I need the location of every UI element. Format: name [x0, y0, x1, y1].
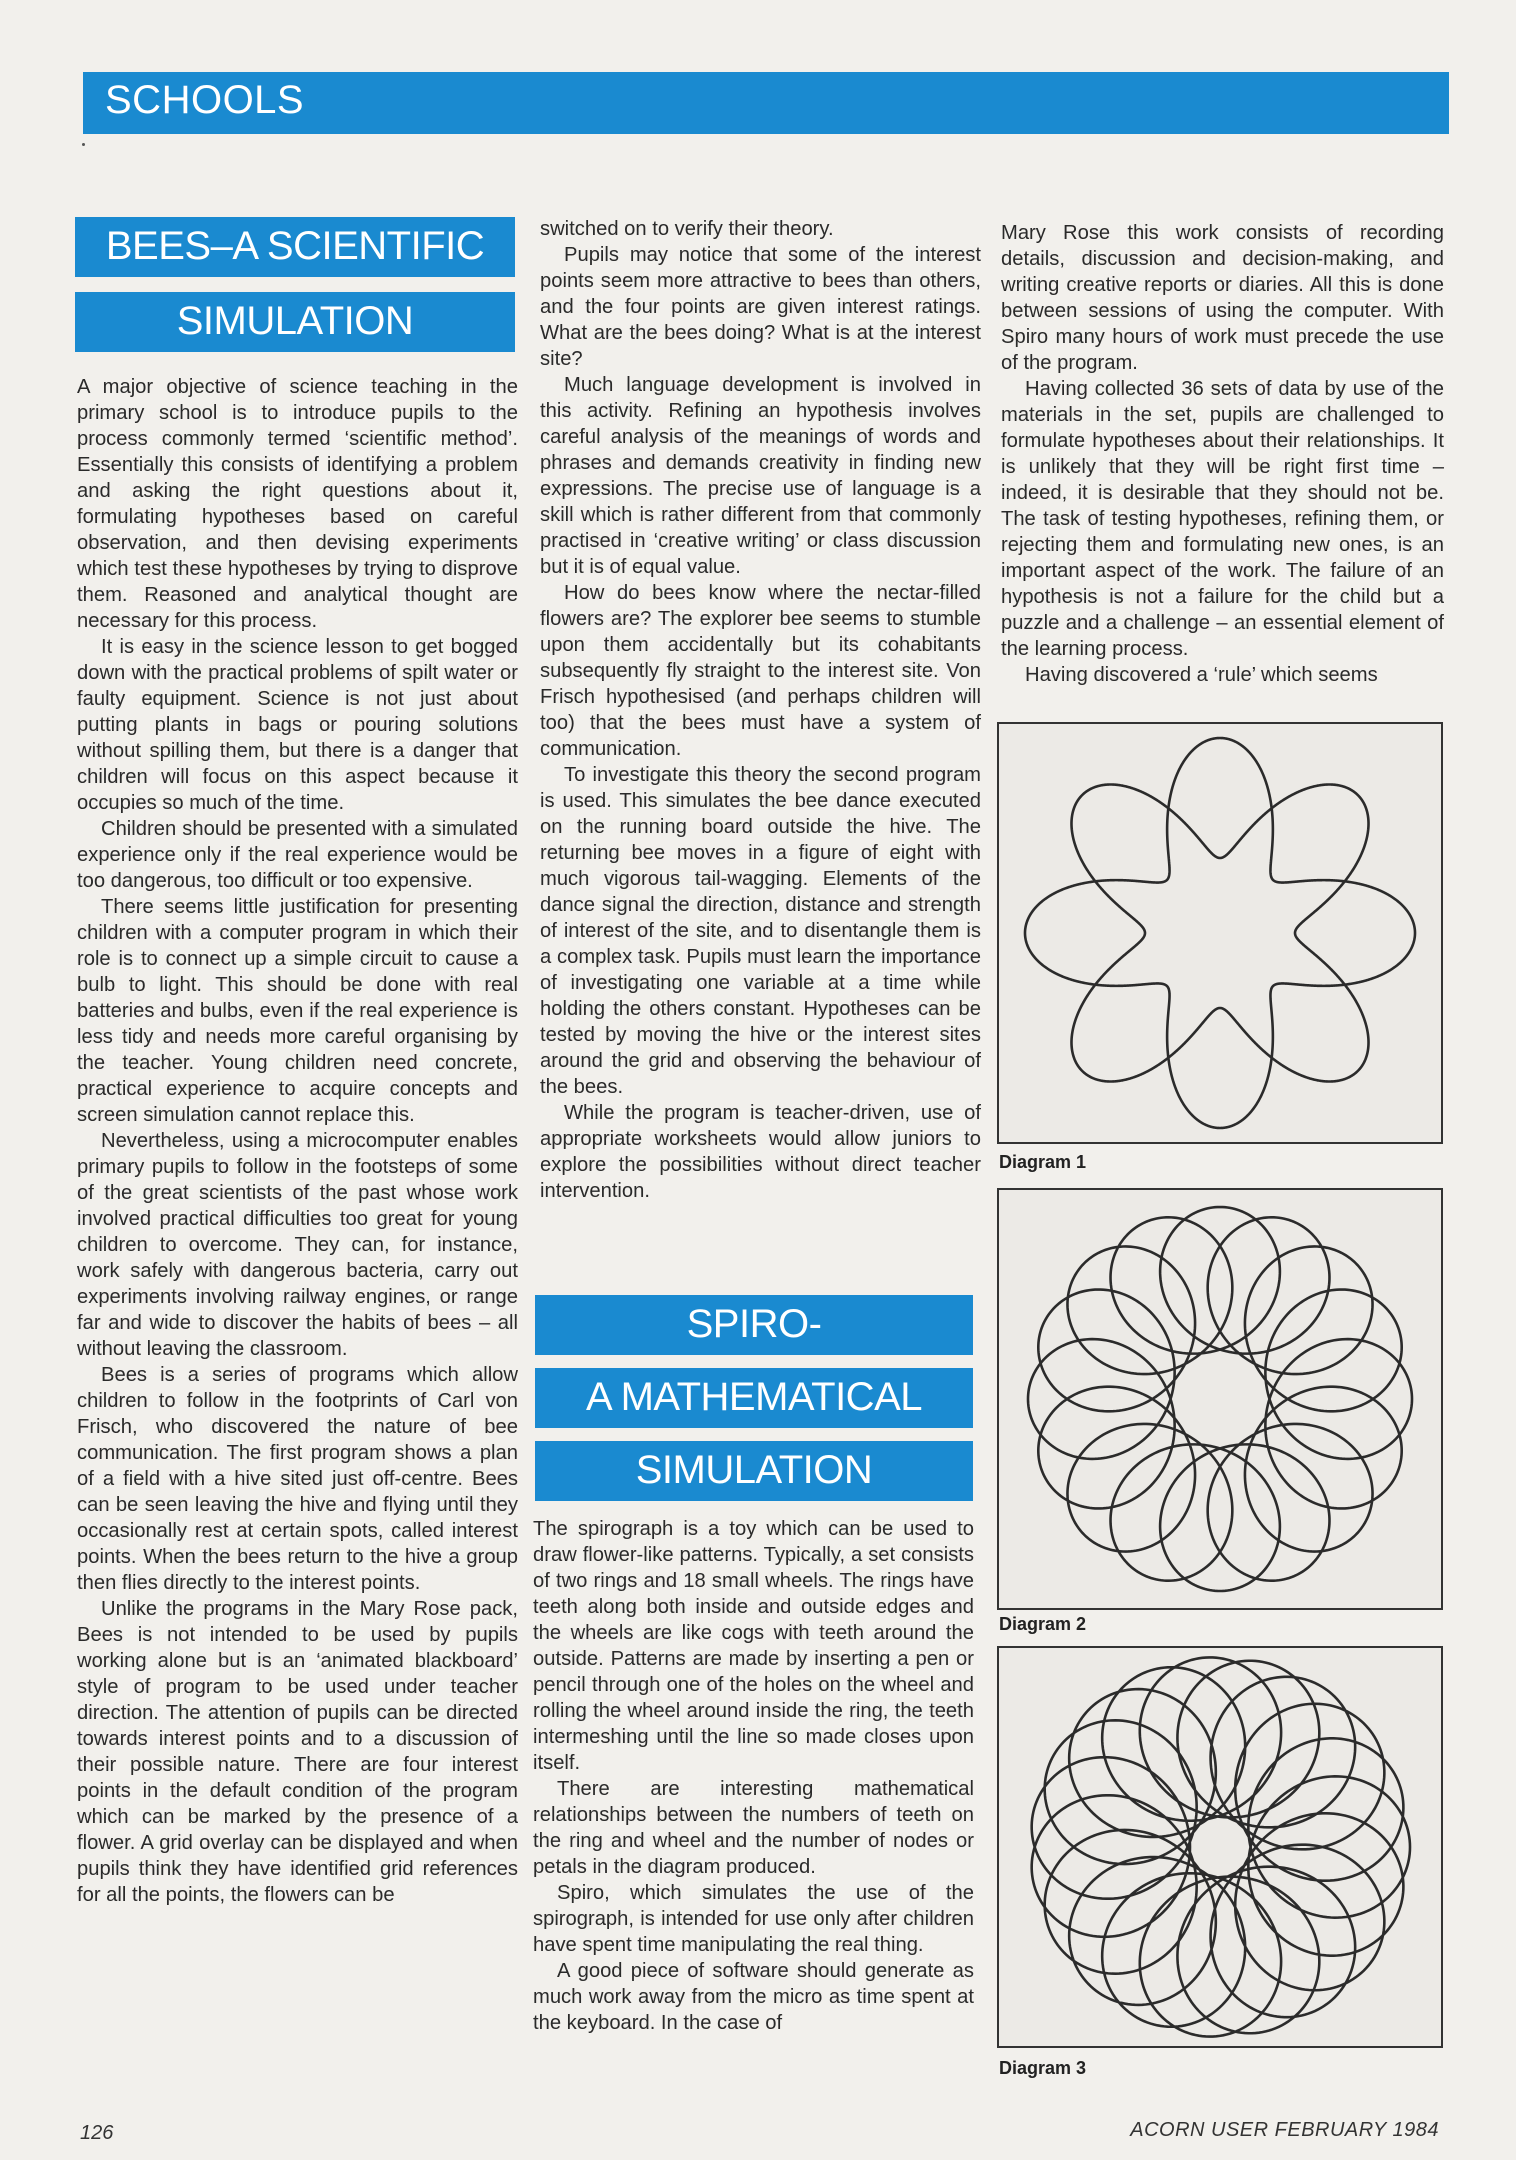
paragraph: A good piece of software should generate as much work away from the micro as time spent at the keyboard. In the case of — [533, 1960, 974, 2034]
page-number: 126 — [80, 2122, 114, 2144]
diagram-3-box — [997, 1646, 1443, 2048]
spirograph-curve — [1028, 1207, 1412, 1591]
paragraph: Bees is a series of programs which allow children to follow in the footprints of Carl von Frisch, who discovered the nature of bee communication. The first program shows a plan of a field with a hive sited just off-centre. Bees can be seen leaving the hive and flying until they occasionally rest at certain spots, called interest points. When the bees return to the hive a group then flies directly to the interest points. — [77, 1364, 518, 1594]
diagram-2-spirograph — [999, 1190, 1441, 1608]
bees-headline-line-2: SIMULATION — [75, 292, 515, 352]
spirograph-curve — [1071, 784, 1368, 1081]
paragraph: The spirograph is a toy which can be used to draw flower-like patterns. Typically, a set consists of two rings and 18 small wheels. The rings have teeth along both inside and outside edges and the wheels are like cogs with teeth around the outside. Patterns are made by inserting a pen or pencil through one of the holes on the wheel and rolling the wheel around inside the ring, the teeth intermeshing until the line so made closes upon itself. — [533, 1518, 974, 1774]
paragraph: Pupils may notice that some of the interest points seem more attractive to bees than others, and the four points are given interest ratings. What are the bees doing? What is at the interest site? — [540, 244, 981, 370]
bees-column-1 — [77, 374, 518, 1908]
spiro-headline-line-1: SPIRO- — [535, 1295, 973, 1355]
magazine-footer: ACORN USER FEBRUARY 1984 — [1130, 2119, 1439, 2141]
bees-headline-line-1: BEES–A SCIENTIFIC — [75, 217, 515, 277]
bees-column-2 — [540, 216, 981, 1204]
diagram-1-spirograph — [999, 724, 1441, 1142]
diagram-3-spirograph — [999, 1648, 1441, 2046]
paragraph: Having collected 36 sets of data by use of the materials in the set, pupils are challenged to formulate hypotheses about their relationships. It is unlikely that they will be right first time – indeed, it is desirable that they should not be. The task of testing hypotheses, refining them, or rejecting them and formulating new ones, is an important aspect of the work. The failure of an hypothesis is not a failure for the child but a puzzle and a challenge – an essential element of the learning process. — [1001, 378, 1444, 660]
paragraph: Unlike the programs in the Mary Rose pack, Bees is not intended to be used by pupils working alone but is an ‘animated blackboard’ style of program to be used under teacher direction. The attention of pupils can be directed towards interest points and to a discussion of their possible nature. There are four interest points in the default condition of the program which can be marked by the presence of a flower. A grid overlay can be displayed and when pupils think they have identified grid references for all the points, the flowers can be — [77, 1598, 518, 1906]
section-title: SCHOOLS — [105, 78, 305, 122]
paragraph: Nevertheless, using a microcomputer enables primary pupils to follow in the footsteps of some of the great scientists of the past whose work involved practical difficulties too great for young children to overcome. They can, for instance, work safely with dangerous bacteria, carry out experiments involving railway engines, or range far and wide to discover the habits of bees – all without leaving the classroom. — [77, 1130, 518, 1360]
paragraph: To investigate this theory the second program is used. This simulates the bee dance executed on the running board outside the hive. The returning bee moves in a figure of eight with much vigorous tail-wagging. Elements of the dance signal the direction, distance and strength of interest of the site, and to disentangle them is a complex task. Pupils must learn the importance of investigating one variable at a time while holding the others constant. Hypotheses can be tested by moving the hive or the interest sites around the grid and observing the behaviour of the bees. — [540, 764, 981, 1098]
paragraph: switched on to verify their theory. — [540, 218, 834, 240]
paragraph: How do bees know where the nectar-filled flowers are? The explorer bee seems to stumble upon them accidentally but its cohabitants subsequently fly straight to the interest site. Von Frisch hypothesised (and perhaps children will too) that the bees must have a system of communication. — [540, 582, 981, 760]
spiro-headline-line-2: A MATHEMATICAL — [535, 1368, 973, 1428]
decorative-dot — [82, 143, 85, 146]
spiro-column-2 — [533, 1516, 974, 2036]
paragraph: There seems little justification for presenting children with a computer program in which their role is to connect up a simple circuit to cause a bulb to light. This should be done with real batteries and bulbs, even if the real experience is less tidy and needs more careful organising by the teacher. Young children need concrete, practical experience to acquire concepts and screen simulation cannot replace this. — [77, 896, 518, 1126]
diagram-1-caption: Diagram 1 — [999, 1152, 1087, 1172]
diagram-2-caption: Diagram 2 — [999, 1614, 1087, 1634]
paragraph: Having discovered a ‘rule’ which seems — [1025, 664, 1378, 686]
spiro-column-3 — [1001, 220, 1444, 688]
paragraph: Much language development is involved in this activity. Refining an hypothesis involves careful analysis of the meanings of words and phrases and demands creativity in finding new expressions. The precise use of language is a skill which is rather different from that commonly practised in ‘creative writing’ or class discussion but it is of equal value. — [540, 374, 981, 578]
paragraph: There are interesting mathematical relationships between the numbers of teeth on the ring and wheel and the number of nodes or petals in the diagram produced. — [533, 1778, 974, 1878]
spirograph-curve — [1032, 1657, 1410, 2036]
diagram-2-box — [997, 1188, 1443, 1610]
spiro-headline-line-3: SIMULATION — [535, 1441, 973, 1501]
diagram-1-box — [997, 722, 1443, 1144]
paragraph: Spiro, which simulates the use of the spirograph, is intended for use only after children have spent time manipulating the real thing. — [533, 1882, 974, 1956]
paragraph: While the program is teacher-driven, use of appropriate worksheets would allow juniors to explore the possibilities without direct teacher intervention. — [540, 1102, 981, 1202]
diagram-3-caption: Diagram 3 — [999, 2058, 1087, 2078]
paragraph: A major objective of science teaching in the primary school is to introduce pupils to the process commonly termed ‘scientific method’. Essentially this consists of identifying a problem and asking the right questions about it, formulating hypotheses based on careful observation, and then devising experiments which test these hypotheses by trying to disprove them. Reasoned and analytical thought are necessary for this process. — [77, 376, 518, 632]
paragraph: It is easy in the science lesson to get bogged down with the practical problems of spilt water or faulty equipment. Science is not just about putting plants in bags or pouring solutions without spilling them, but there is a danger that children will focus on this aspect because it occupies so much of the time. — [77, 636, 518, 814]
paragraph: Children should be presented with a simulated experience only if the real experience would be too dangerous, too difficult or too expensive. — [77, 818, 518, 892]
section-header-bar — [83, 72, 1449, 134]
spirograph-curve — [1025, 738, 1415, 1128]
paragraph: Mary Rose this work consists of recording details, discussion and decision-making, and writing creative reports or diaries. All this is done between sessions of using the computer. With Spiro many hours of work must precede the use of the program. — [1001, 222, 1444, 374]
